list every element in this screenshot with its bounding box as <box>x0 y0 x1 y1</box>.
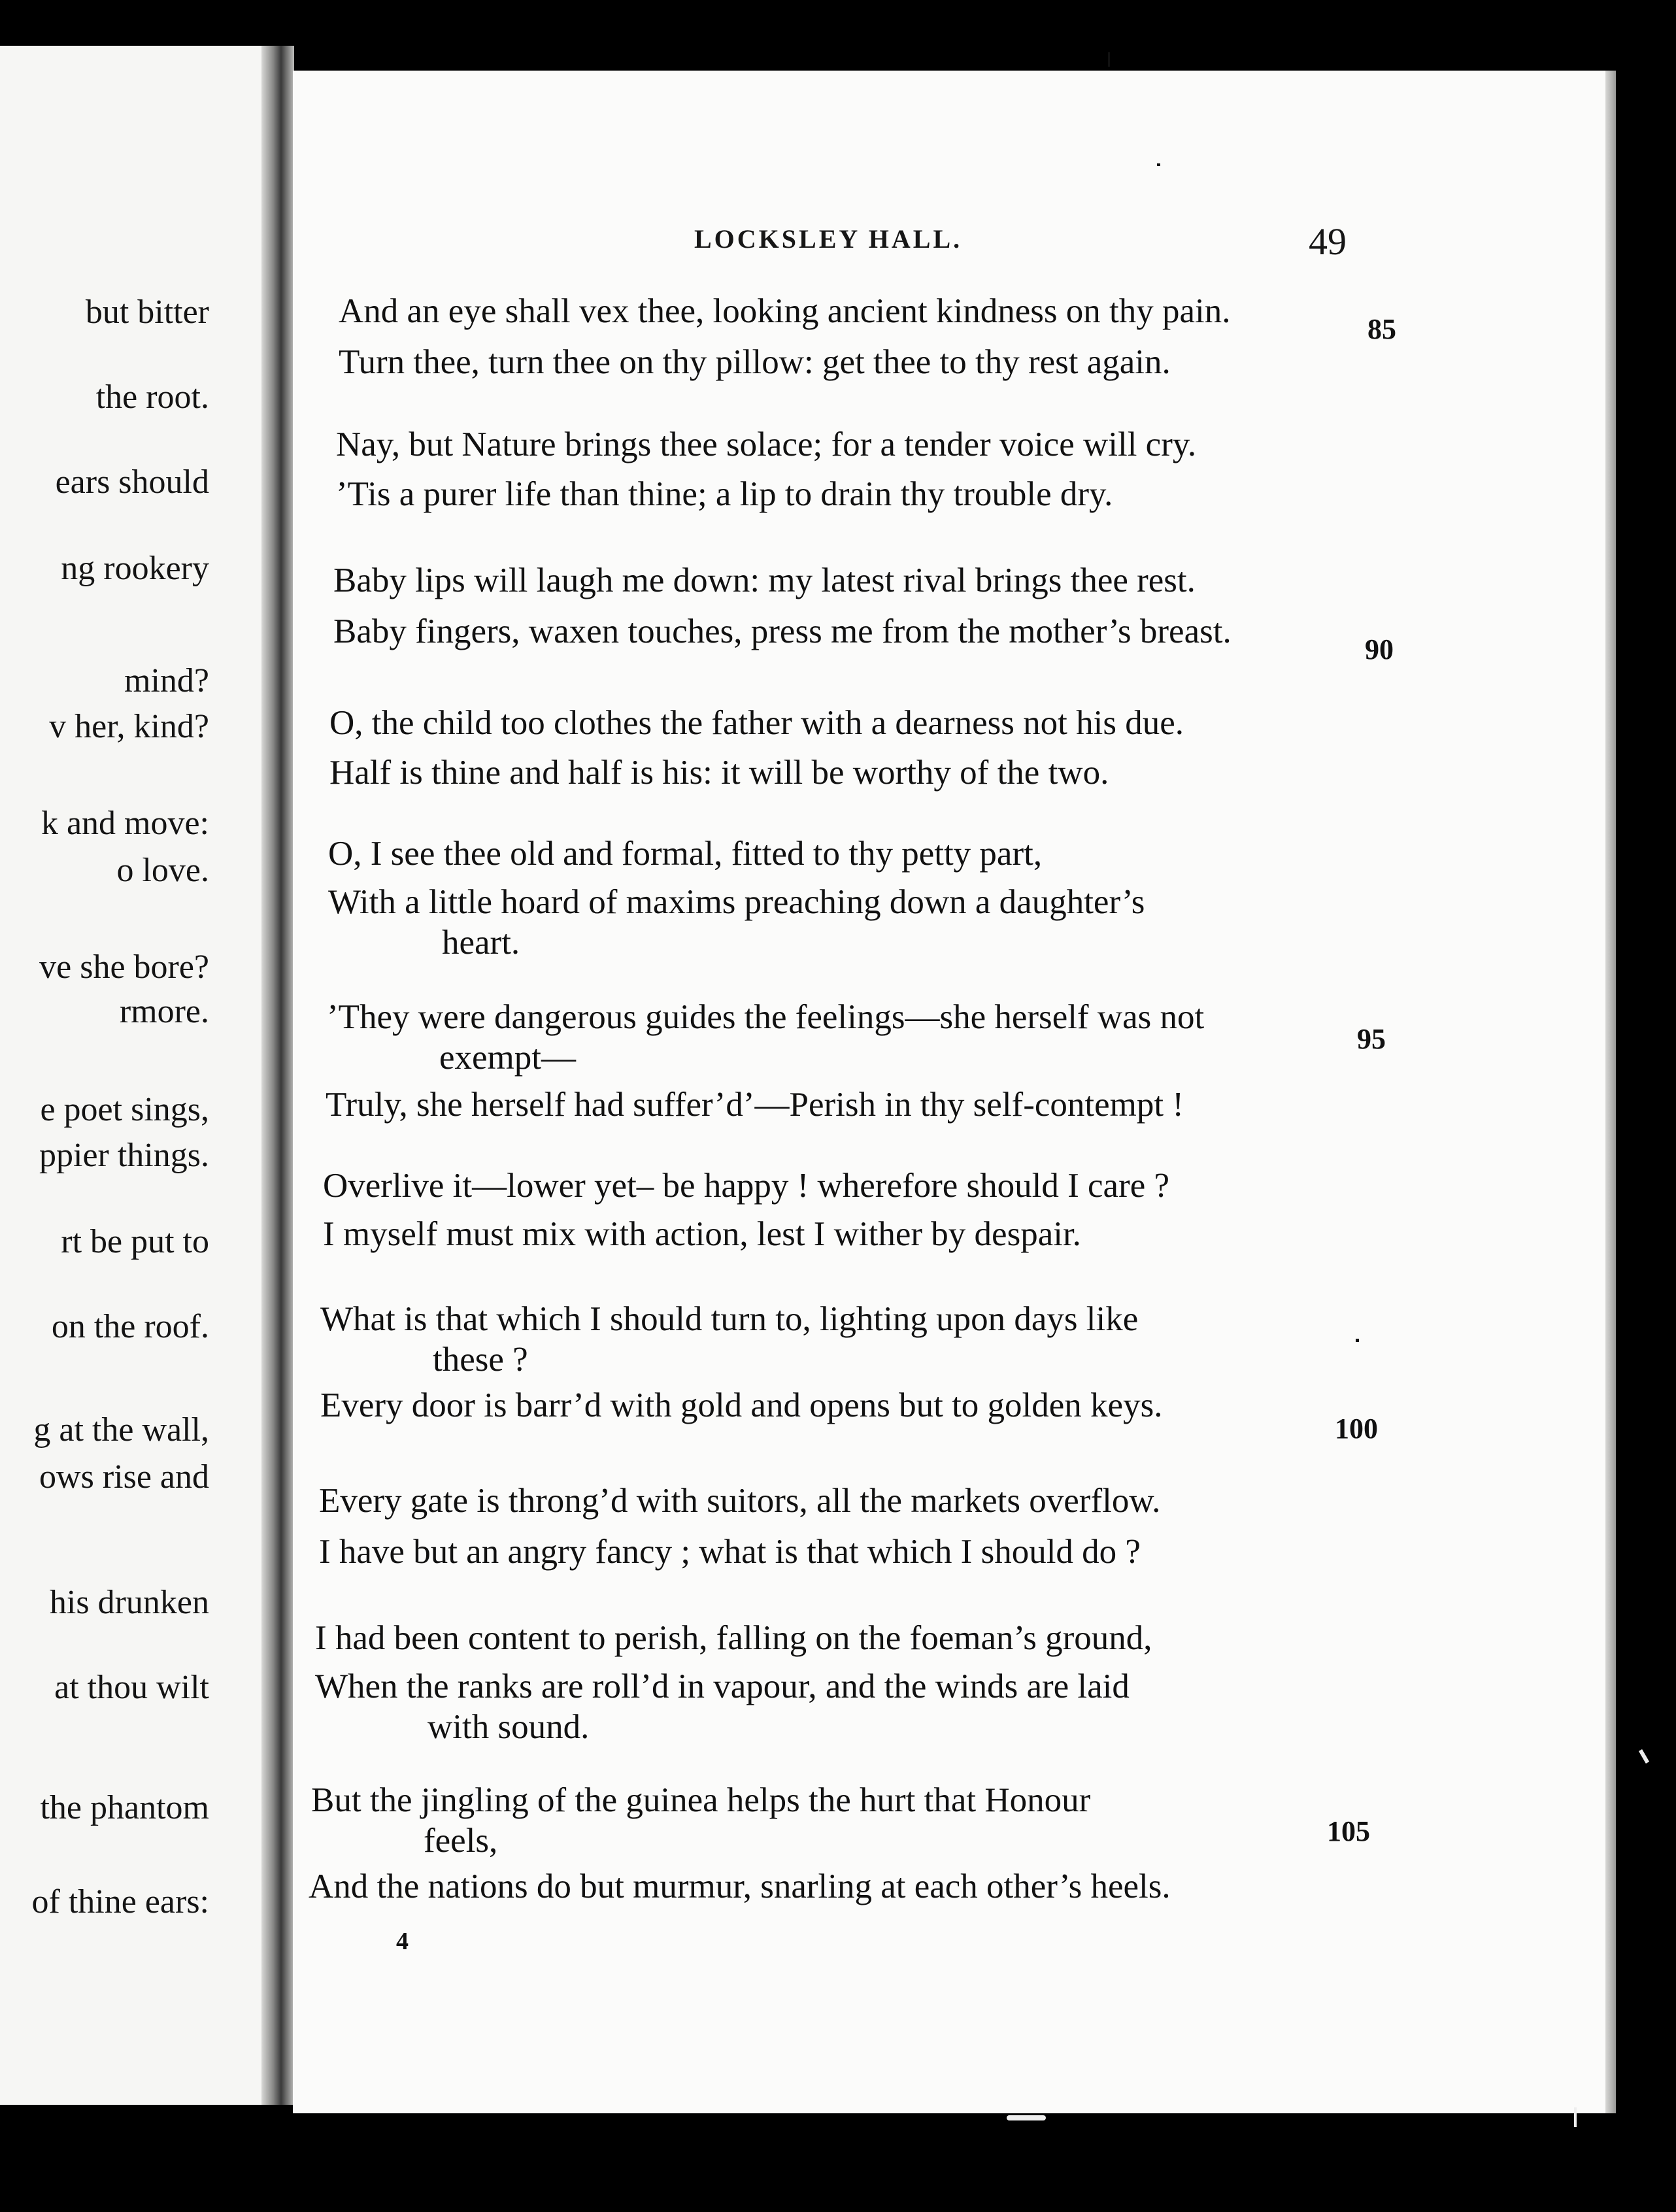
left-line-fragment: ng rookery <box>61 550 209 587</box>
poem-line: What is that which I should turn to, lighting upon days like <box>320 1300 1139 1338</box>
poem-line: Every gate is throng’d with suitors, all the markets overflow. <box>319 1482 1161 1520</box>
poem-line: ’They were dangerous guides the feelings—she herself was not <box>327 998 1205 1036</box>
poem-line: With a little hoard of maxims preaching down a daughter’s <box>328 883 1145 921</box>
poem-line-continuation: feels, <box>424 1822 498 1860</box>
poem-line: Half is thine and half is his: it will be worthy of the two. <box>329 754 1109 792</box>
left-line-fragment: rmore. <box>119 993 209 1030</box>
line-number: 85 <box>1367 313 1396 345</box>
poem-line: Truly, she herself had suffer’d’—Perish in thy self-contempt ! <box>326 1086 1184 1124</box>
left-facing-page <box>0 46 273 2105</box>
left-line-fragment: o love. <box>116 852 209 889</box>
poem-line: And an eye shall vex thee, looking ancient kindness on thy pain. <box>339 292 1231 330</box>
left-line-fragment: ears should <box>55 463 209 501</box>
poem-line-continuation: heart. <box>442 924 520 962</box>
poem-line: O, the child too clothes the father with a dearness not his due. <box>329 704 1184 742</box>
left-line-fragment: but bitter <box>85 293 209 331</box>
poem-line: Turn thee, turn thee on thy pillow: get thee to thy rest again. <box>339 343 1171 381</box>
left-line-fragment: rt be put to <box>61 1223 209 1260</box>
scan-speck <box>1639 1749 1649 1764</box>
poem-line-continuation: these ? <box>433 1341 528 1379</box>
scan-speck <box>1574 2107 1577 2127</box>
poem-line: When the ranks are roll’d in vapour, and the winds are laid <box>315 1667 1130 1705</box>
left-line-fragment: the root. <box>95 378 209 416</box>
scan-speck <box>1356 1339 1359 1342</box>
left-line-fragment: v her, kind? <box>49 708 209 745</box>
poem-line: I have but an angry fancy ; what is that which I should do ? <box>319 1533 1141 1571</box>
left-line-fragment: ve she bore? <box>39 948 209 986</box>
poem-line-continuation: exempt— <box>439 1039 576 1077</box>
poem-line: But the jingling of the guinea helps the hurt that Honour <box>311 1781 1091 1819</box>
running-header: LOCKSLEY HALL. <box>694 224 963 254</box>
line-number: 95 <box>1357 1023 1386 1055</box>
left-line-fragment: his drunken <box>49 1584 209 1621</box>
scan-speck <box>1108 52 1110 67</box>
scan-speck <box>1007 2115 1046 2120</box>
left-line-fragment: of thine ears: <box>31 1883 209 1920</box>
page-edge <box>1605 71 1616 2113</box>
poem-line: Baby fingers, waxen touches, press me from the mother’s breast. <box>333 612 1232 650</box>
left-line-fragment: k and move: <box>41 805 209 842</box>
left-line-fragment: e poet sings, <box>40 1091 209 1128</box>
poem-line: Overlive it—lower yet– be happy ! wherefore should I care ? <box>323 1167 1170 1205</box>
line-number: 90 <box>1365 633 1394 665</box>
line-number: 100 <box>1335 1413 1378 1445</box>
poem-line: ’Tis a purer life than thine; a lip to drain thy trouble dry. <box>336 475 1113 513</box>
left-line-fragment: mind? <box>124 662 209 699</box>
line-number: 105 <box>1327 1815 1370 1847</box>
poem-line: Every door is barr’d with gold and opens but to golden keys. <box>320 1386 1163 1424</box>
poem-line: I had been content to perish, falling on the foeman’s ground, <box>315 1619 1152 1657</box>
left-line-fragment: the phantom <box>40 1789 209 1826</box>
page-number: 49 <box>1309 220 1347 263</box>
poem-line: Baby lips will laugh me down: my latest rival brings thee rest. <box>333 561 1196 599</box>
left-line-fragment: on the roof. <box>51 1308 209 1345</box>
left-line-fragment: g at the wall, <box>33 1411 209 1449</box>
left-line-fragment: at thou wilt <box>54 1669 209 1706</box>
scan-speck <box>1157 163 1160 166</box>
left-line-fragment: ppier things. <box>39 1137 209 1174</box>
poem-line: Nay, but Nature brings thee solace; for a tender voice will cry. <box>336 426 1197 463</box>
left-line-fragment: ows rise and <box>39 1458 209 1496</box>
poem-line-continuation: with sound. <box>427 1708 590 1746</box>
poem-line: I myself must mix with action, lest I wither by despair. <box>323 1215 1081 1253</box>
poem-line: And the nations do but murmur, snarling at each other’s heels. <box>309 1868 1171 1905</box>
book-gutter <box>261 46 294 2105</box>
poem-line: O, I see thee old and formal, fitted to thy petty part, <box>328 835 1043 873</box>
signature-mark: 4 <box>396 1928 409 1955</box>
